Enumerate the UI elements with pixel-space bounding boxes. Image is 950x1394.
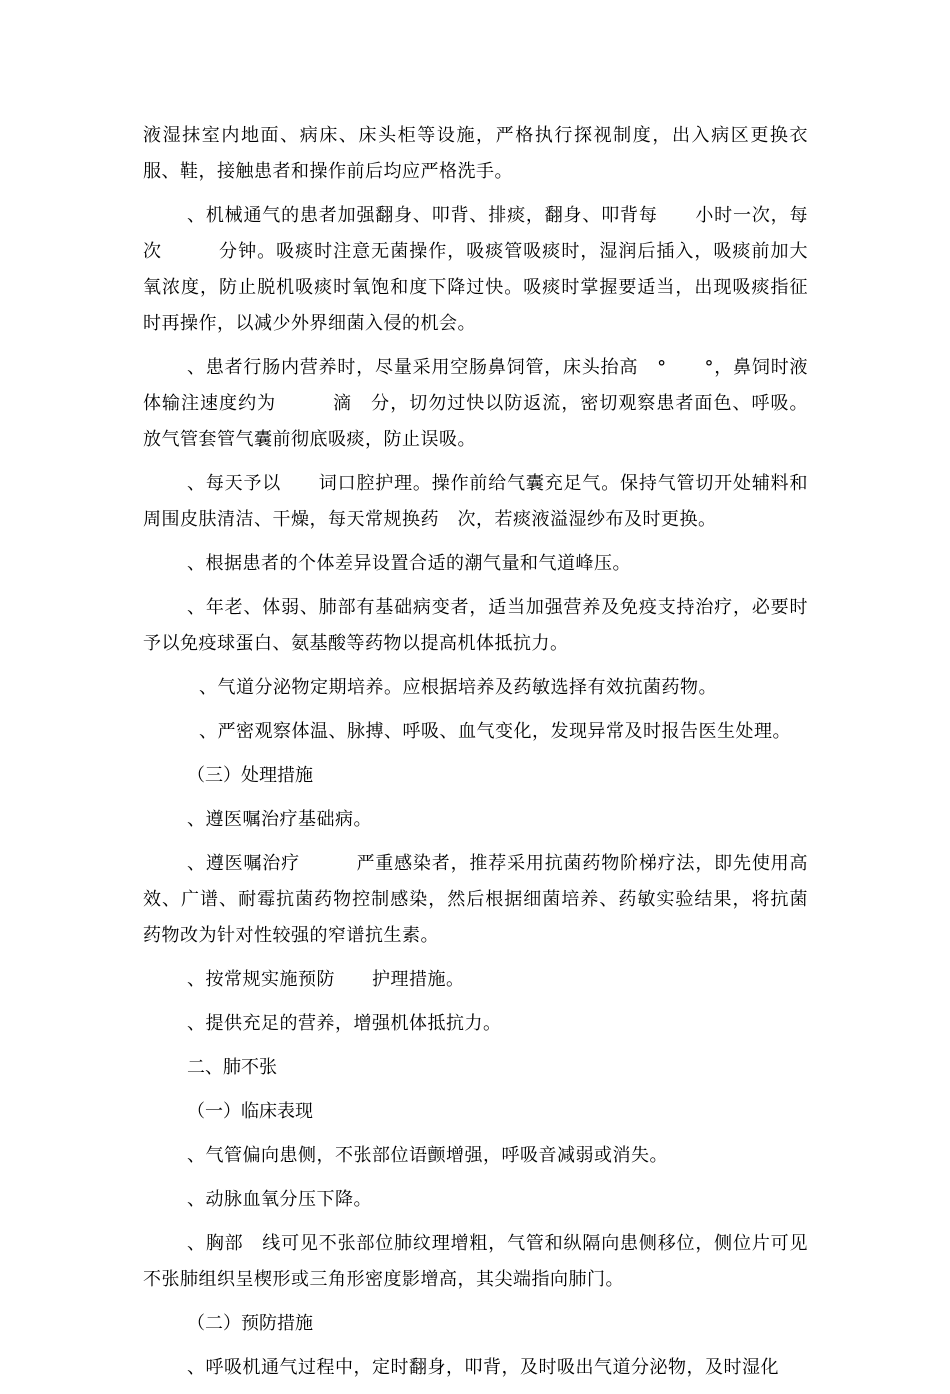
paragraph-cleaning-continued: 液湿抹室内地面、病床、床头柜等设施，严格执行探视制度，出入病区更换衣服、鞋，接触患者和操作前后均应严格洗手。: [143, 125, 808, 182]
paragraph-chest-xray: 、胸部 线可见不张部位肺纹理增粗，气管和纵隔向患侧移位，侧位片可见不张肺组织呈楔形或三角形密度影增高，其尖端指向肺门。: [143, 1233, 808, 1290]
paragraph-tidal-volume: 、根据患者的个体差异设置合适的潮气量和气道峰压。: [187, 553, 631, 574]
paragraph-antibiotic-therapy: 、遵医嘱治疗 严重感染者，推荐采用抗菌药物阶梯疗法，即先使用高效、广谱、耐霉抗菌药物控制感染，然后根据细菌培养、药敏实验结果，将抗菌药物改为针对性较强的窄谱抗生素。: [143, 853, 808, 946]
section-heading-treatment: （三）处理措施: [187, 765, 313, 786]
section-heading-prevention: （二）预防措施: [187, 1313, 313, 1334]
paragraph-vital-signs: 、严密观察体温、脉搏、呼吸、血气变化，发现异常及时报告医生处理。: [199, 721, 791, 742]
paragraph-underlying-disease: 、遵医嘱治疗基础病。: [187, 809, 372, 830]
paragraph-arterial-oxygen: 、动脉血氧分压下降。: [187, 1189, 372, 1210]
paragraph-airway-culture: 、气道分泌物定期培养。应根据培养及药敏选择有效抗菌药物。: [199, 677, 717, 698]
paragraph-mechanical-ventilation: 、机械通气的患者加强翻身、叩背、排痰，翻身、叩背每 小时一次，每次 分钟。吸痰时注意无菌操作，吸痰管吸痰时，湿润后插入，吸痰前加大氧浓度，防止脱机吸痰时氧饱和度下降过快。吸痰时掌握要适当，出现吸痰指征时再操作，以减少外界细菌入侵的机会。: [143, 205, 808, 334]
document-body: [143, 118, 808, 1394]
section-heading-clinical-manifestations: （一）临床表现: [187, 1101, 313, 1122]
paragraph-ventilator-care: 、呼吸机通气过程中，定时翻身，叩背，及时吸出气道分泌物，及时湿化: [187, 1357, 779, 1378]
paragraph-prevention-care: 、按常规实施预防 护理措施。: [187, 969, 465, 990]
paragraph-trachea-deviation: 、气管偏向患侧，不张部位语颤增强，呼吸音减弱或消失。: [187, 1145, 668, 1166]
paragraph-immune-support: 、年老、体弱、肺部有基础病变者，适当加强营养及免疫支持治疗，必要时予以免疫球蛋白、氨基酸等药物以提高机体抵抗力。: [143, 597, 808, 654]
paragraph-nutrition: 、提供充足的营养，增强机体抵抗力。: [187, 1013, 502, 1034]
paragraph-enteral-nutrition: 、患者行肠内营养时，尽量采用空肠鼻饲管，床头抬高 ° °，鼻饲时液体输注速度约为 滴 分，切勿过快以防返流，密切观察患者面色、呼吸。放气管套管气囊前彻底吸痰，防止误吸。: [143, 357, 808, 450]
paragraph-oral-care: 、每天予以 词口腔护理。操作前给气囊充足气。保持气管切开处辅料和周围皮肤清洁、干燥，每天常规换药 次，若痰液溢湿纱布及时更换。: [143, 473, 808, 530]
section-heading-atelectasis: 二、肺不张: [187, 1057, 277, 1078]
